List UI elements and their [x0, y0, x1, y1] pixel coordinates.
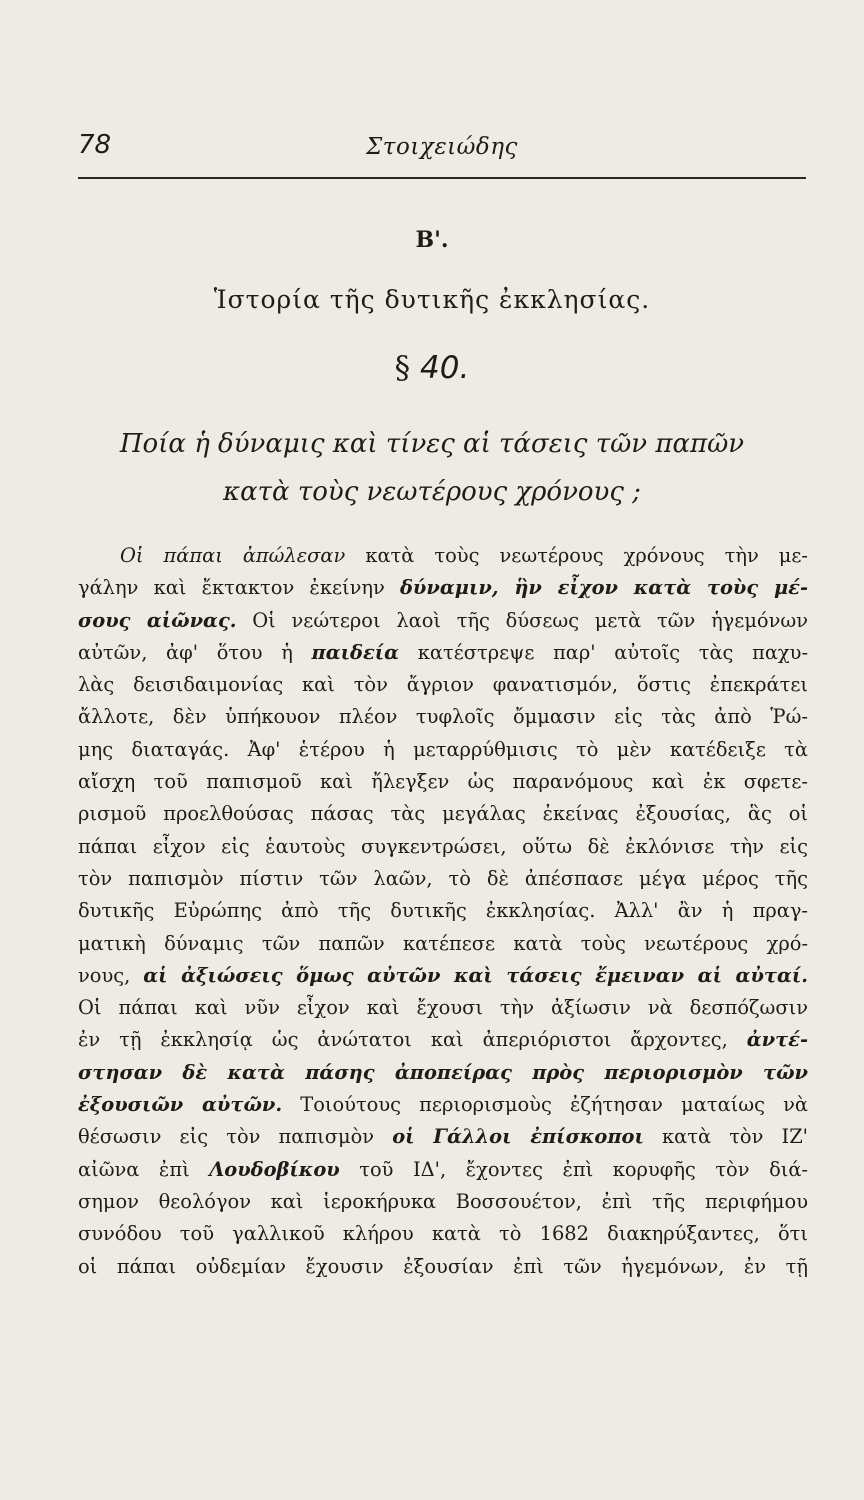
section-question — [40, 420, 824, 516]
section-symbol: § — [394, 350, 411, 386]
text-line: ρισμοῦ προελθούσας πάσας τὰς μεγάλας ἐκείνας ἐξουσίας, ἃς οἱ — [78, 802, 808, 826]
text-line: ἐξουσιῶν αὐτῶν. Τοιούτους περιορισμοὺς ἐζήτησαν ματαίως νὰ — [78, 1093, 808, 1117]
text-line: αὐτῶν, ἀφ' ὅτου ἡ παιδεία κατέστρεψε παρ' αὐτοῖς τὰς παχυ- — [78, 640, 809, 664]
running-head: Στοιχειώδης — [366, 134, 518, 160]
part-label: Β'. — [415, 227, 449, 253]
header-rule — [78, 177, 806, 179]
text-line: Οἱ πάπαι ἀπώλεσαν κατὰ τοὺς νεωτέρους χρόνους τὴν με- — [120, 544, 808, 567]
page-header — [78, 130, 806, 170]
text-line: πάπαι εἶχον εἰς ἑαυτοὺς συγκεντρώσει, οὕτω δὲ ἐκλόνισε τὴν εἰς — [78, 834, 808, 858]
section-number — [0, 350, 864, 386]
question-line-2: κατὰ τοὺς νεωτέρους χρόνους ; — [223, 477, 641, 507]
text-line: Οἱ πάπαι καὶ νῦν εἶχον καὶ ἔχουσι τὴν ἀξίωσιν νὰ δεσπόζωσιν — [78, 996, 808, 1020]
page-number: 78 — [78, 130, 112, 160]
text-line: ἄλλοτε, δὲν ὑπήκουον πλέον τυφλοῖς ὄμμασιν εἰς τὰς ἀπὸ Ῥώ- — [78, 705, 808, 729]
text-line: σημον θεολόγον καὶ ἱεροκήρυκα Βοσσουέτον, ἐπὶ τῆς περιφήμου — [78, 1189, 808, 1213]
text-line: οἱ πάπαι οὐδεμίαν ἔχουσιν ἐξουσίαν ἐπὶ τῶν ἡγεμόνων, ἐν τῇ — [78, 1254, 808, 1278]
text-line: αἴσχη τοῦ παπισμοῦ καὶ ἤλεγξεν ὡς παρανόμους καὶ ἐκ σφετε- — [78, 770, 808, 794]
text-line: ἐν τῇ ἐκκλησίᾳ ὡς ἀνώτατοι καὶ ἀπεριόριστοι ἄρχοντες, ἀντέ- — [78, 1028, 808, 1052]
text-line: ματικὴ δύναμις τῶν παπῶν κατέπεσε κατὰ τοὺς νεωτέρους χρό- — [78, 931, 808, 955]
text-line: σους αἰῶνας. Οἱ νεώτεροι λαοὶ τῆς δύσεως μετὰ τῶν ἡγεμόνων — [78, 608, 808, 632]
text-line: λὰς δεισιδαιμονίας καὶ τὸν ἄγριον φανατισμόν, ὅστις ἐπεκράτει — [78, 673, 808, 697]
question-line-1: Ποία ἡ δύναμις καὶ τίνες αἱ τάσεις τῶν παπῶν — [119, 429, 745, 459]
text-line: θέσωσιν εἰς τὸν παπισμὸν οἱ Γάλλοι ἐπίσκοποι κατὰ τὸν ΙΖ' — [78, 1125, 808, 1149]
text-line: γάλην καὶ ἔκτακτον ἐκείνην δύναμιν, ἣν εἶχον κατὰ τοὺς μέ- — [78, 576, 809, 600]
section-number-value: 40. — [420, 350, 470, 386]
text-line: μης διαταγάς. Ἀφ' ἑτέρου ἡ μεταρρύθμισις τὸ μὲν κατέδειξε τὰ — [78, 737, 808, 761]
text-line: νους, αἱ ἀξιώσεις ὅμως αὐτῶν καὶ τάσεις ἔμειναν αἱ αὐταί. — [78, 963, 808, 987]
text-line: στησαν δὲ κατὰ πάσης ἀποπείρας πρὸς περιορισμὸν τῶν — [78, 1060, 808, 1084]
body-paragraph — [78, 540, 808, 1283]
part-title: Ἱστορία τῆς δυτικῆς ἐκκλησίας. — [213, 285, 651, 314]
text-line: αἰῶνα ἐπὶ Λουδοβίκου τοῦ ΙΔ', ἔχοντες ἐπὶ κορυφῆς τὸν διά- — [78, 1157, 808, 1181]
text-line: δυτικῆς Εὐρώπης ἀπὸ τῆς δυτικῆς ἐκκλησίας. Ἀλλ' ἂν ἡ πραγ- — [78, 899, 808, 923]
text-line: τὸν παπισμὸν πίστιν τῶν λαῶν, τὸ δὲ ἀπέσπασε μέγα μέρος τῆς — [78, 866, 808, 890]
text-line: συνόδου τοῦ γαλλικοῦ κλήρου κατὰ τὸ 1682 διακηρύξαντες, ὅτι — [78, 1222, 808, 1246]
